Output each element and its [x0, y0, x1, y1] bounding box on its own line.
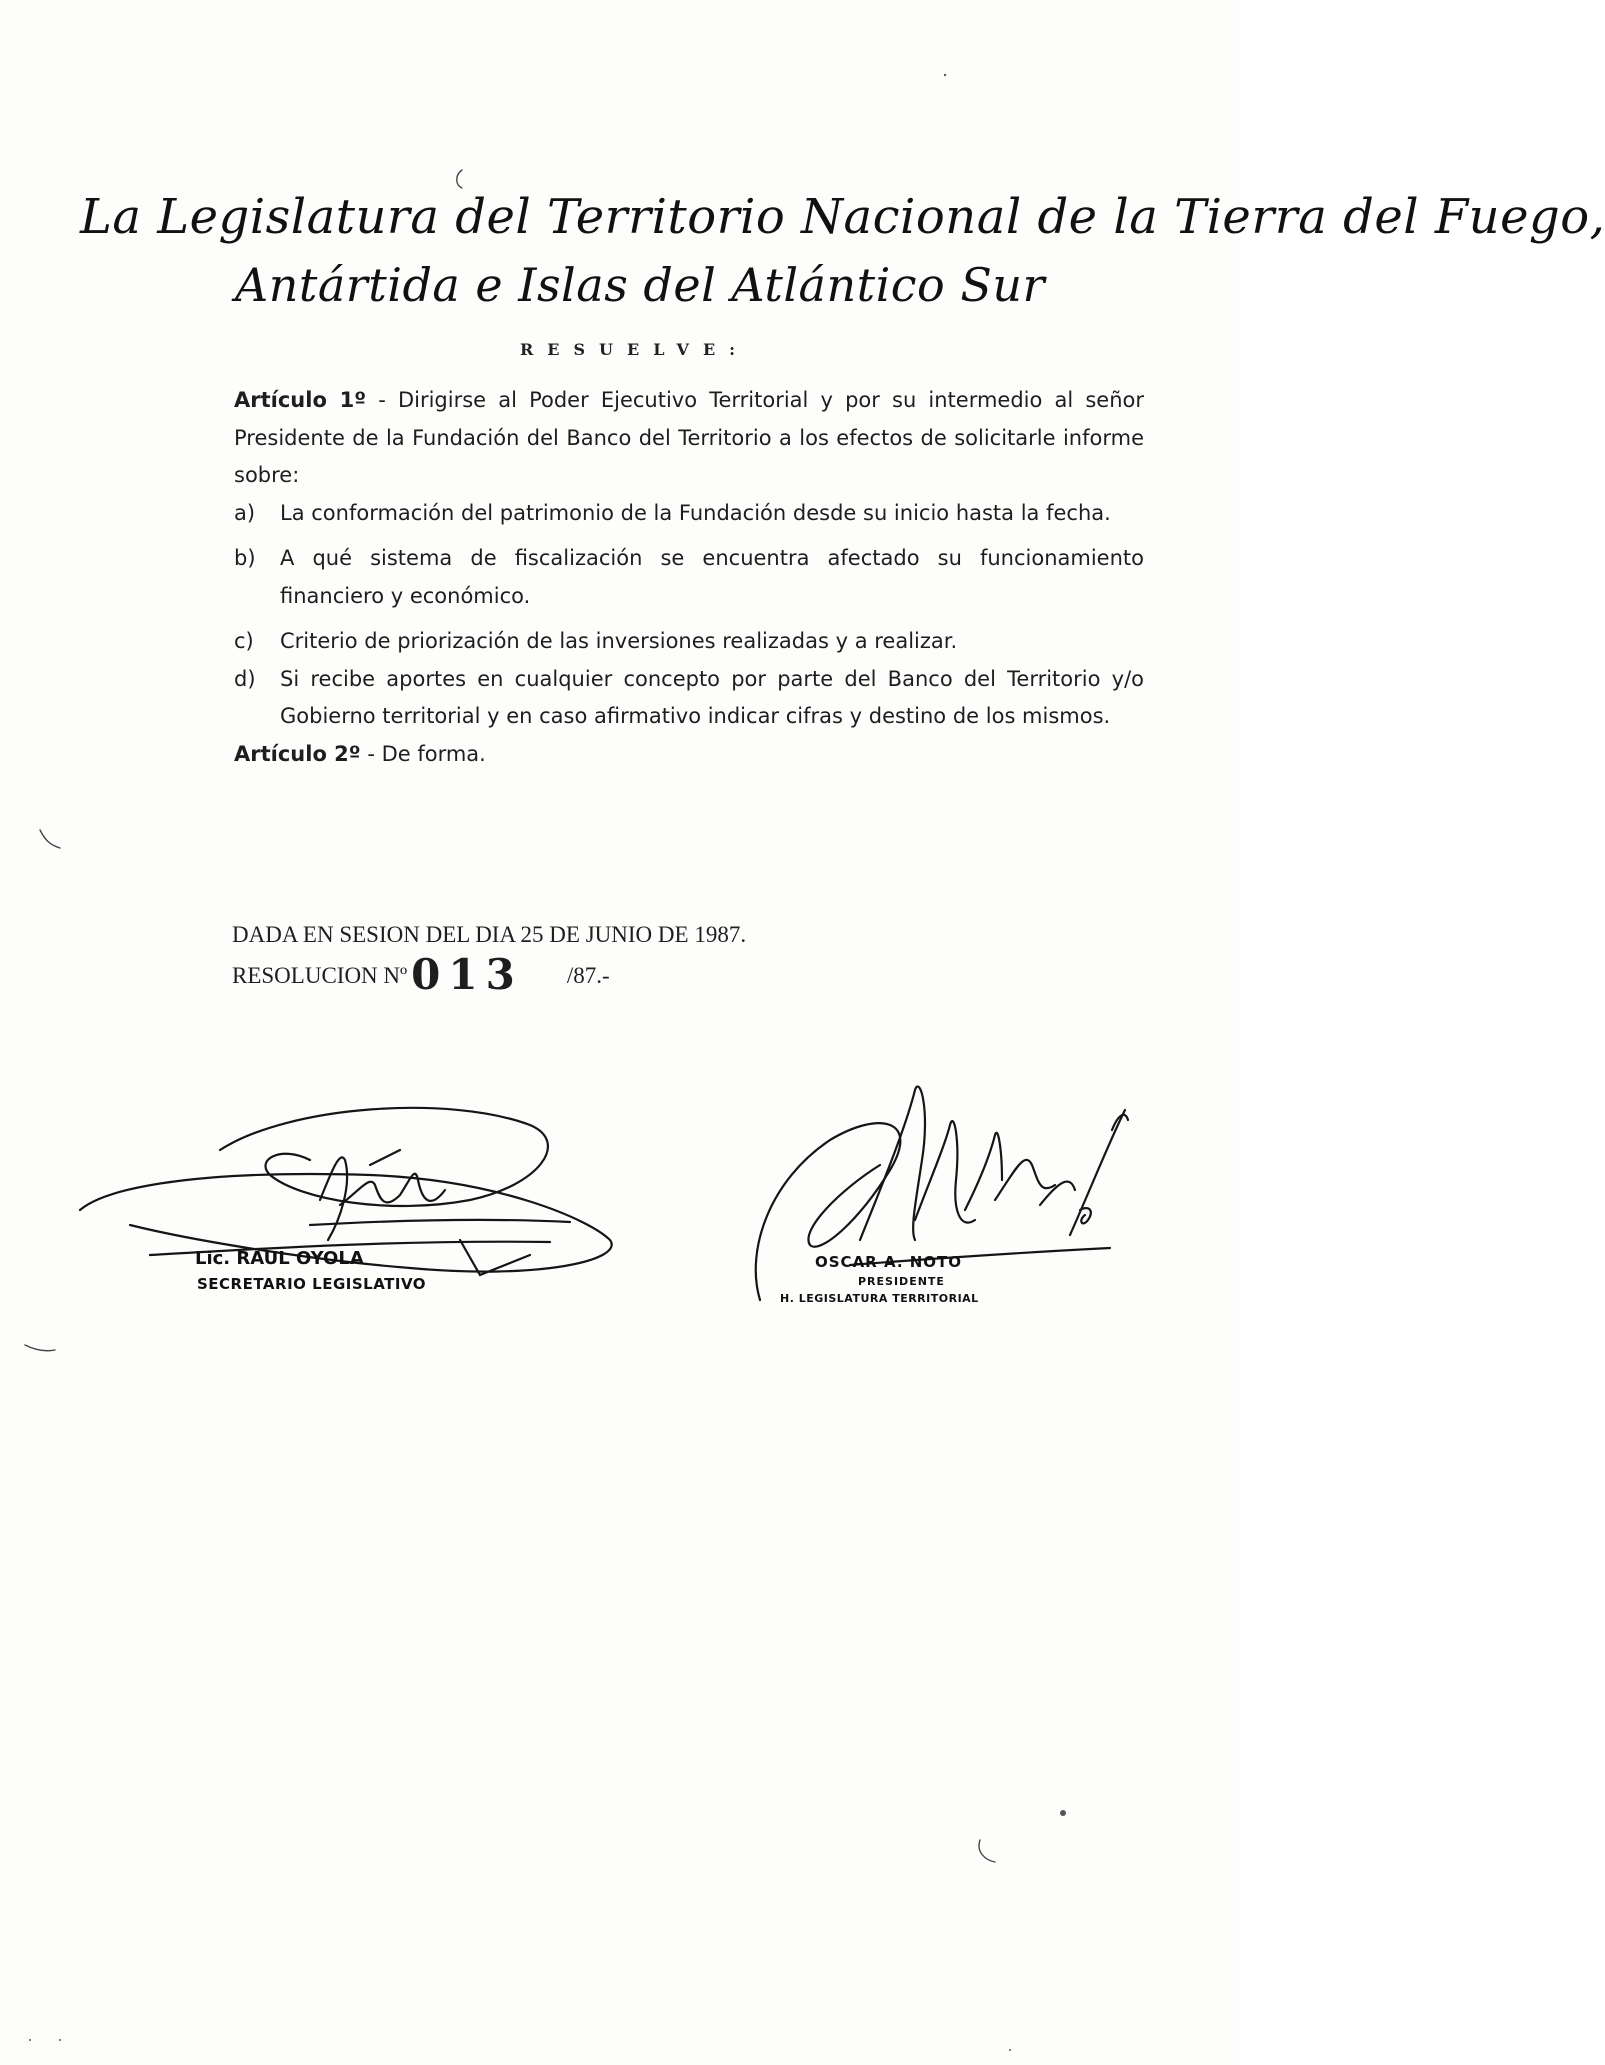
article-1-label: Artículo 1º [234, 388, 367, 412]
signer-right-name: OSCAR A. NOTO [815, 1253, 963, 1271]
resolution-suffix: /87.- [566, 963, 610, 988]
signer-left-role: SECRETARIO LEGISLATIVO [197, 1275, 427, 1293]
list-item-letter: a) [234, 500, 256, 525]
list-item-letter: d) [234, 666, 256, 691]
article-1-text: - Dirigirse al Poder Ejecutivo Territorial y por su intermedio al señor Presidente de la Fundación del Banco del Territorio a los efectos de solicitarle informe sobre: [234, 388, 1144, 487]
list-item-text: Criterio de priorización de las inversiones realizadas y a realizar. [280, 629, 958, 653]
signer-right-org: H. LEGISLATURA TERRITORIAL [780, 1292, 979, 1305]
resolution-number: 013 [411, 950, 523, 999]
signer-left-name: Lic. RAUL OYOLA [195, 1248, 364, 1269]
resolution-prefix: RESOLUCION Nº [232, 963, 408, 988]
signer-right-role: PRESIDENTE [858, 1275, 945, 1288]
list-item-text: A qué sistema de fiscalización se encuentra afectado su funcionamiento financiero y económico. [280, 546, 1144, 608]
resuelve-heading: RESUELVE: [520, 340, 750, 359]
list-item-letter: b) [234, 546, 256, 570]
article-2-label: Artículo 2º [234, 741, 361, 766]
list-item-text: Si recibe aportes en cualquier concepto por parte del Banco del Territorio y/o Gobierno territorial y en caso afirmativo indicar cifras y destino de los mismos. [280, 666, 1144, 728]
list-item-text: La conformación del patrimonio de la Fundación desde su inicio hasta la fecha. [280, 500, 1111, 525]
letterhead-line-2: Antártida e Islas del Atlántico Sur [235, 257, 1045, 312]
session-date: DADA EN SESION DEL DIA 25 DE JUNIO DE 1987. [232, 922, 747, 947]
letterhead-line-1: La Legislatura del Territorio Nacional de la Tierra del Fuego, [80, 189, 1605, 245]
list-item-letter: c) [234, 629, 254, 653]
article-2-text: - De forma. [360, 741, 486, 766]
